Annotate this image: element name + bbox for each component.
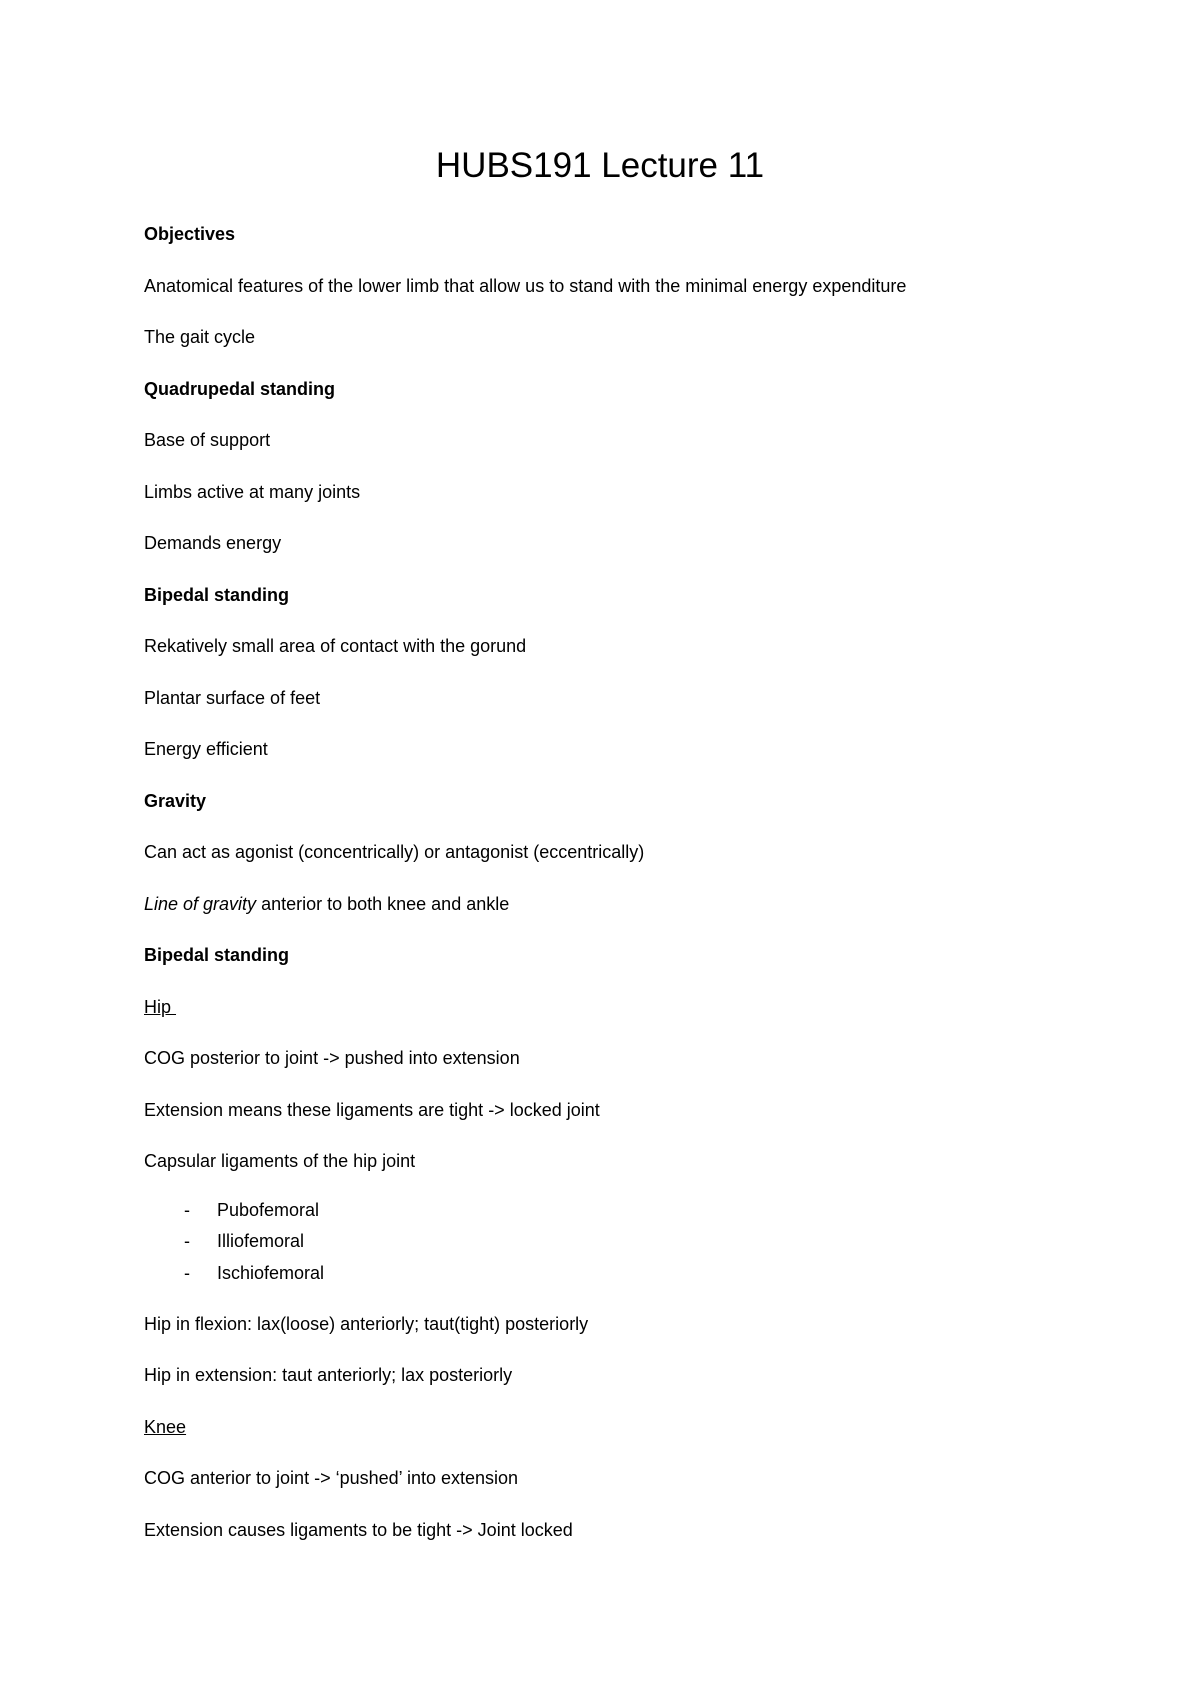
list-item: - Pubofemoral (184, 1199, 320, 1220)
hip-text: Extension means these ligaments are tight -> locked joint (144, 1099, 600, 1120)
gravity-text: Can act as agonist (concentrically) or antagonist (eccentrically) (144, 842, 645, 862)
page-title: HUBS191 Lecture 11 (435, 146, 765, 185)
hip-text: COG posterior to joint -> pushed into extension (144, 1048, 520, 1068)
hip-subheading: Hip (144, 996, 177, 1017)
list-item: - Illiofemoral (184, 1231, 305, 1251)
quadrupedal-text: Demands energy (144, 533, 282, 553)
objective-text: Anatomical features of the lower limb that allow us to stand with the minimal energy expenditure (144, 275, 907, 296)
bipedal-text: Plantar surface of feet (144, 687, 321, 708)
bipedal-heading: Bipedal standing (144, 584, 290, 605)
bipedal-heading: Bipedal standing (144, 945, 290, 965)
ligament-list (144, 1198, 1064, 1285)
document-body (144, 222, 1064, 1569)
objective-text: The gait cycle (144, 327, 256, 347)
quadrupedal-heading: Quadrupedal standing (144, 378, 336, 399)
line-of-gravity-term: Line of gravity (144, 893, 257, 914)
bipedal-text: Rekatively small area of contact with the gorund (144, 636, 527, 656)
knee-text: Extension causes ligaments to be tight -> Joint locked (144, 1519, 573, 1540)
knee-subheading: Knee (144, 1416, 187, 1437)
quadrupedal-text: Base of support (144, 430, 271, 450)
gravity-text-rest: anterior to both knee and ankle (256, 893, 510, 914)
gravity-text (144, 892, 1064, 916)
gravity-heading: Gravity (144, 790, 207, 811)
list-item: - Ischiofemoral (184, 1262, 325, 1283)
hip-text: Hip in extension: taut anteriorly; lax posteriorly (144, 1365, 513, 1385)
hip-text: Hip in flexion: lax(loose) anteriorly; taut(tight) posteriorly (144, 1313, 589, 1334)
bipedal-text: Energy efficient (144, 739, 268, 759)
objectives-heading: Objectives (144, 224, 236, 244)
quadrupedal-text: Limbs active at many joints (144, 481, 361, 502)
knee-text: COG anterior to joint -> ‘pushed’ into extension (144, 1468, 519, 1488)
hip-text: Capsular ligaments of the hip joint (144, 1151, 416, 1171)
